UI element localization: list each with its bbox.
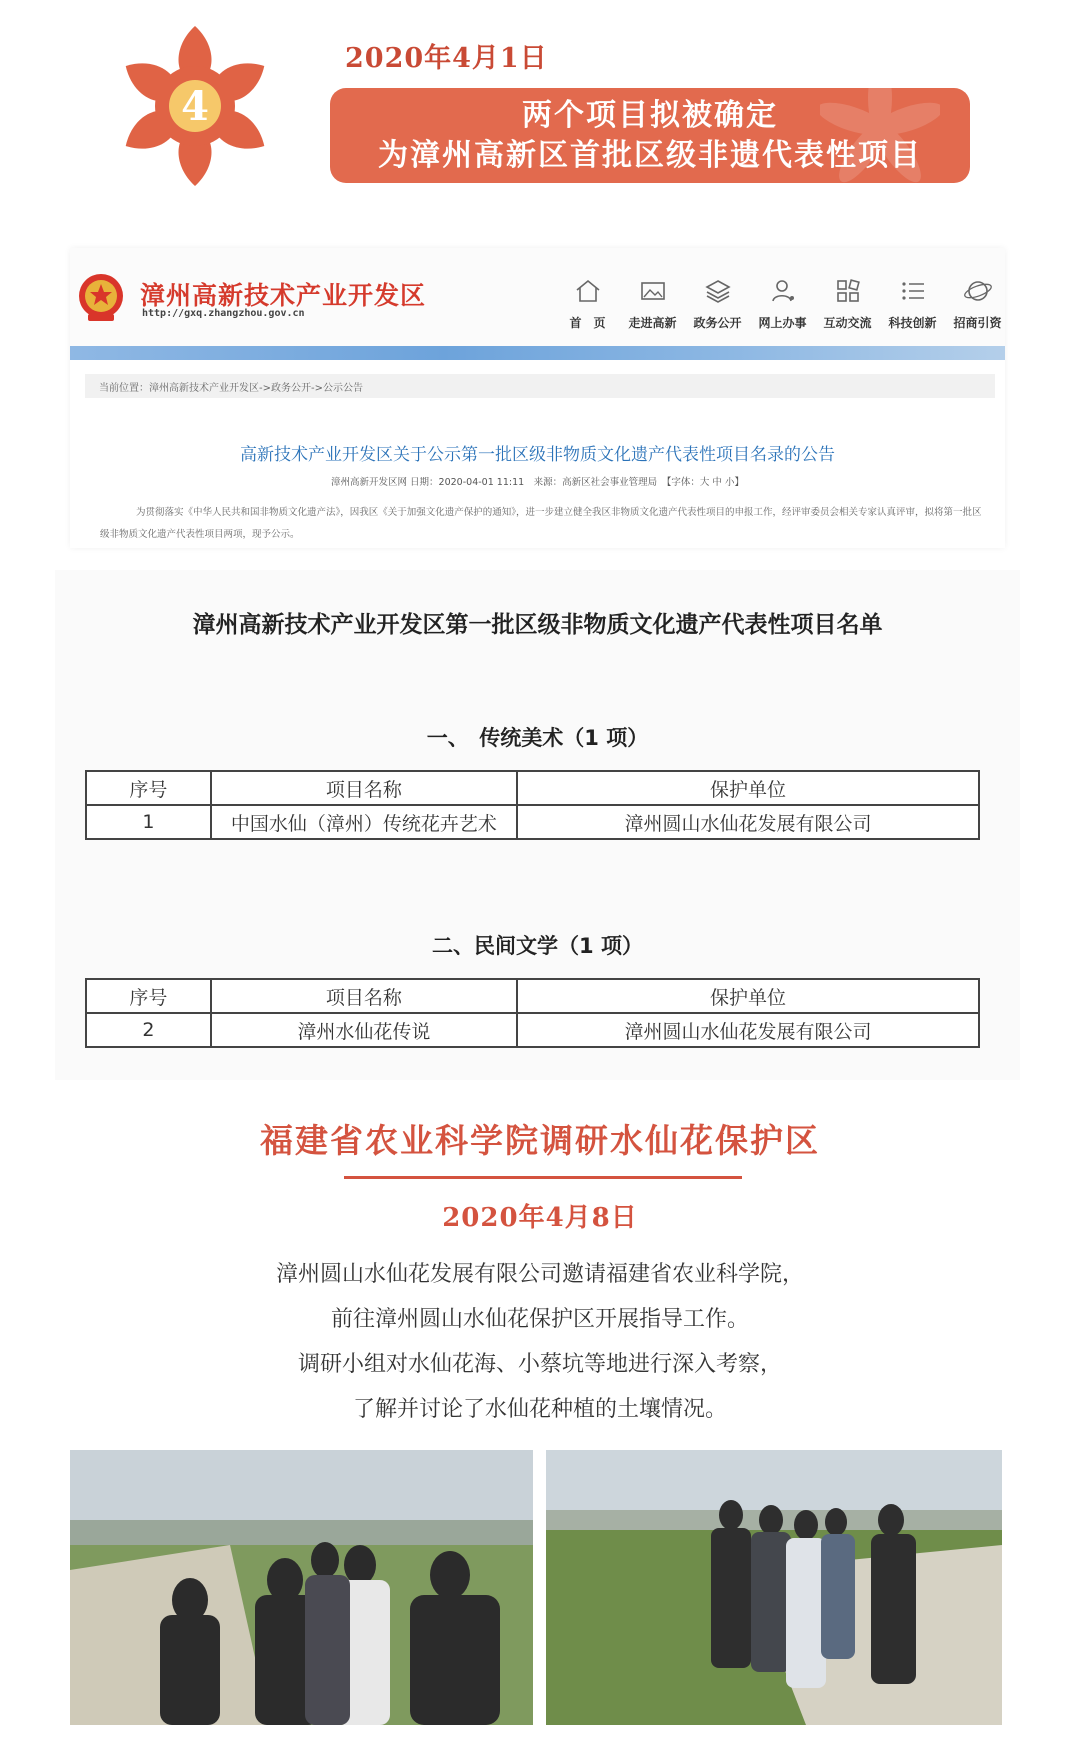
nav-item-interact[interactable] xyxy=(815,276,880,331)
header-title-line2: 为漳州高新区首批区级非遗代表性项目 xyxy=(378,138,922,173)
table-header-cell: 项目名称 xyxy=(211,979,517,1013)
category-title: 二、民间文学（1 项） xyxy=(432,934,643,958)
website-url: http://gxq.zhangzhou.gov.cn xyxy=(142,308,305,319)
document-title: 漳州高新技术产业开发区第一批区级非物质文化遗产代表性项目名单 xyxy=(192,612,883,638)
nav-item-label: 科技创新 xyxy=(888,316,937,330)
nav-item-home[interactable] xyxy=(555,276,620,331)
table-header-cell: 序号 xyxy=(86,979,211,1013)
nav-item-label: 互动交流 xyxy=(823,316,872,330)
body-line: 调研小组对水仙花海、小蔡坑等地进行深入考察， xyxy=(297,1352,782,1377)
nav-item-label: 首 页 xyxy=(569,316,606,330)
article-meta: 漳州高新开发区网 日期：2020-04-01 11:11 来源：高新区社会事业管理局 【字体：大 中 小】 xyxy=(331,477,744,488)
header-date: 2020年4月1日 xyxy=(345,43,548,74)
table-row xyxy=(86,1013,979,1047)
table-cell: 漳州水仙花传说 xyxy=(211,1013,517,1047)
table-cell: 2 xyxy=(86,1013,211,1047)
home-icon xyxy=(573,276,603,306)
breadcrumb: 当前位置：漳州高新技术产业开发区->政务公开->公示公告 xyxy=(85,374,995,398)
table-cell: 漳州圆山水仙花发展有限公司 xyxy=(517,805,979,839)
website-screenshot xyxy=(70,248,1005,548)
flower-badge-icon xyxy=(105,14,285,199)
section-divider xyxy=(344,1176,742,1179)
body-line: 了解并讨论了水仙花种植的土壤情况。 xyxy=(352,1397,727,1422)
website-name[interactable]: 漳州高新技术产业开发区 xyxy=(140,281,427,310)
layers-icon xyxy=(703,276,733,306)
nav-item-label: 政务公开 xyxy=(693,316,742,330)
photo-image xyxy=(546,1450,1002,1725)
national-emblem-icon xyxy=(76,272,126,324)
nav-item-invest[interactable] xyxy=(945,276,1010,331)
nav-item-label: 网上办事 xyxy=(758,316,807,330)
table-header-cell: 保护单位 xyxy=(517,979,979,1013)
table-header-row xyxy=(86,979,979,1013)
nav-item-tech[interactable] xyxy=(880,276,945,331)
heritage-table xyxy=(85,978,980,1048)
photo-image xyxy=(70,1450,533,1725)
field-photo-left xyxy=(70,1450,533,1725)
table-cell: 中国水仙（漳州）传统花卉艺术 xyxy=(211,805,517,839)
body-line: 前往漳州圆山水仙花保护区开展指导工作。 xyxy=(330,1307,749,1332)
field-photo-right xyxy=(546,1450,1002,1725)
table-cell: 1 xyxy=(86,805,211,839)
section-body xyxy=(0,1252,1080,1432)
table-header-row xyxy=(86,771,979,805)
header-number: 4 xyxy=(181,83,209,130)
article-title[interactable]: 高新技术产业开发区关于公示第一批区级非物质文化遗产代表性项目名录的公告 xyxy=(240,445,835,465)
nav-item-gov[interactable] xyxy=(685,276,750,331)
nav-item-label: 走进高新 xyxy=(628,316,677,330)
website-nav xyxy=(555,276,1010,331)
table-header-cell: 保护单位 xyxy=(517,771,979,805)
globe-icon xyxy=(963,276,993,306)
list-icon xyxy=(898,276,928,306)
table-row xyxy=(86,805,979,839)
grid-icon xyxy=(833,276,863,306)
heritage-list-document xyxy=(55,570,1020,1080)
heritage-table xyxy=(85,770,980,840)
body-line: 漳州圆山水仙花发展有限公司邀请福建省农业科学院， xyxy=(275,1262,804,1287)
header-title-line1: 两个项目拟被确定 xyxy=(522,98,778,133)
nav-item-service[interactable] xyxy=(750,276,815,331)
section-title: 福建省农业科学院调研水仙花保护区 xyxy=(260,1121,820,1160)
section-header xyxy=(0,0,1080,215)
website-header xyxy=(70,248,1005,348)
user-icon xyxy=(768,276,798,306)
nav-item-about[interactable] xyxy=(620,276,685,331)
table-header-cell: 项目名称 xyxy=(211,771,517,805)
category-title: 一、 传统美术（1 项） xyxy=(426,726,649,750)
website-banner-band xyxy=(70,346,1005,360)
header-title-box xyxy=(330,88,970,183)
section-date: 2020年4月8日 xyxy=(442,1203,638,1233)
article-body: 为贯彻落实《中华人民共和国非物质文化遗产法》，因我区《关于加强文化遗产保护的通知》，进一步建立健全我区非物质文化遗产代表性项目的申报工作，经评审委员会相关专家认真评审，拟将第一批区级非物质文化遗产代表性项目两项，现予公示。 xyxy=(100,507,982,540)
table-header-cell: 序号 xyxy=(86,771,211,805)
table-cell: 漳州圆山水仙花发展有限公司 xyxy=(517,1013,979,1047)
nav-item-label: 招商引资 xyxy=(953,316,1002,330)
picture-icon xyxy=(638,276,668,306)
